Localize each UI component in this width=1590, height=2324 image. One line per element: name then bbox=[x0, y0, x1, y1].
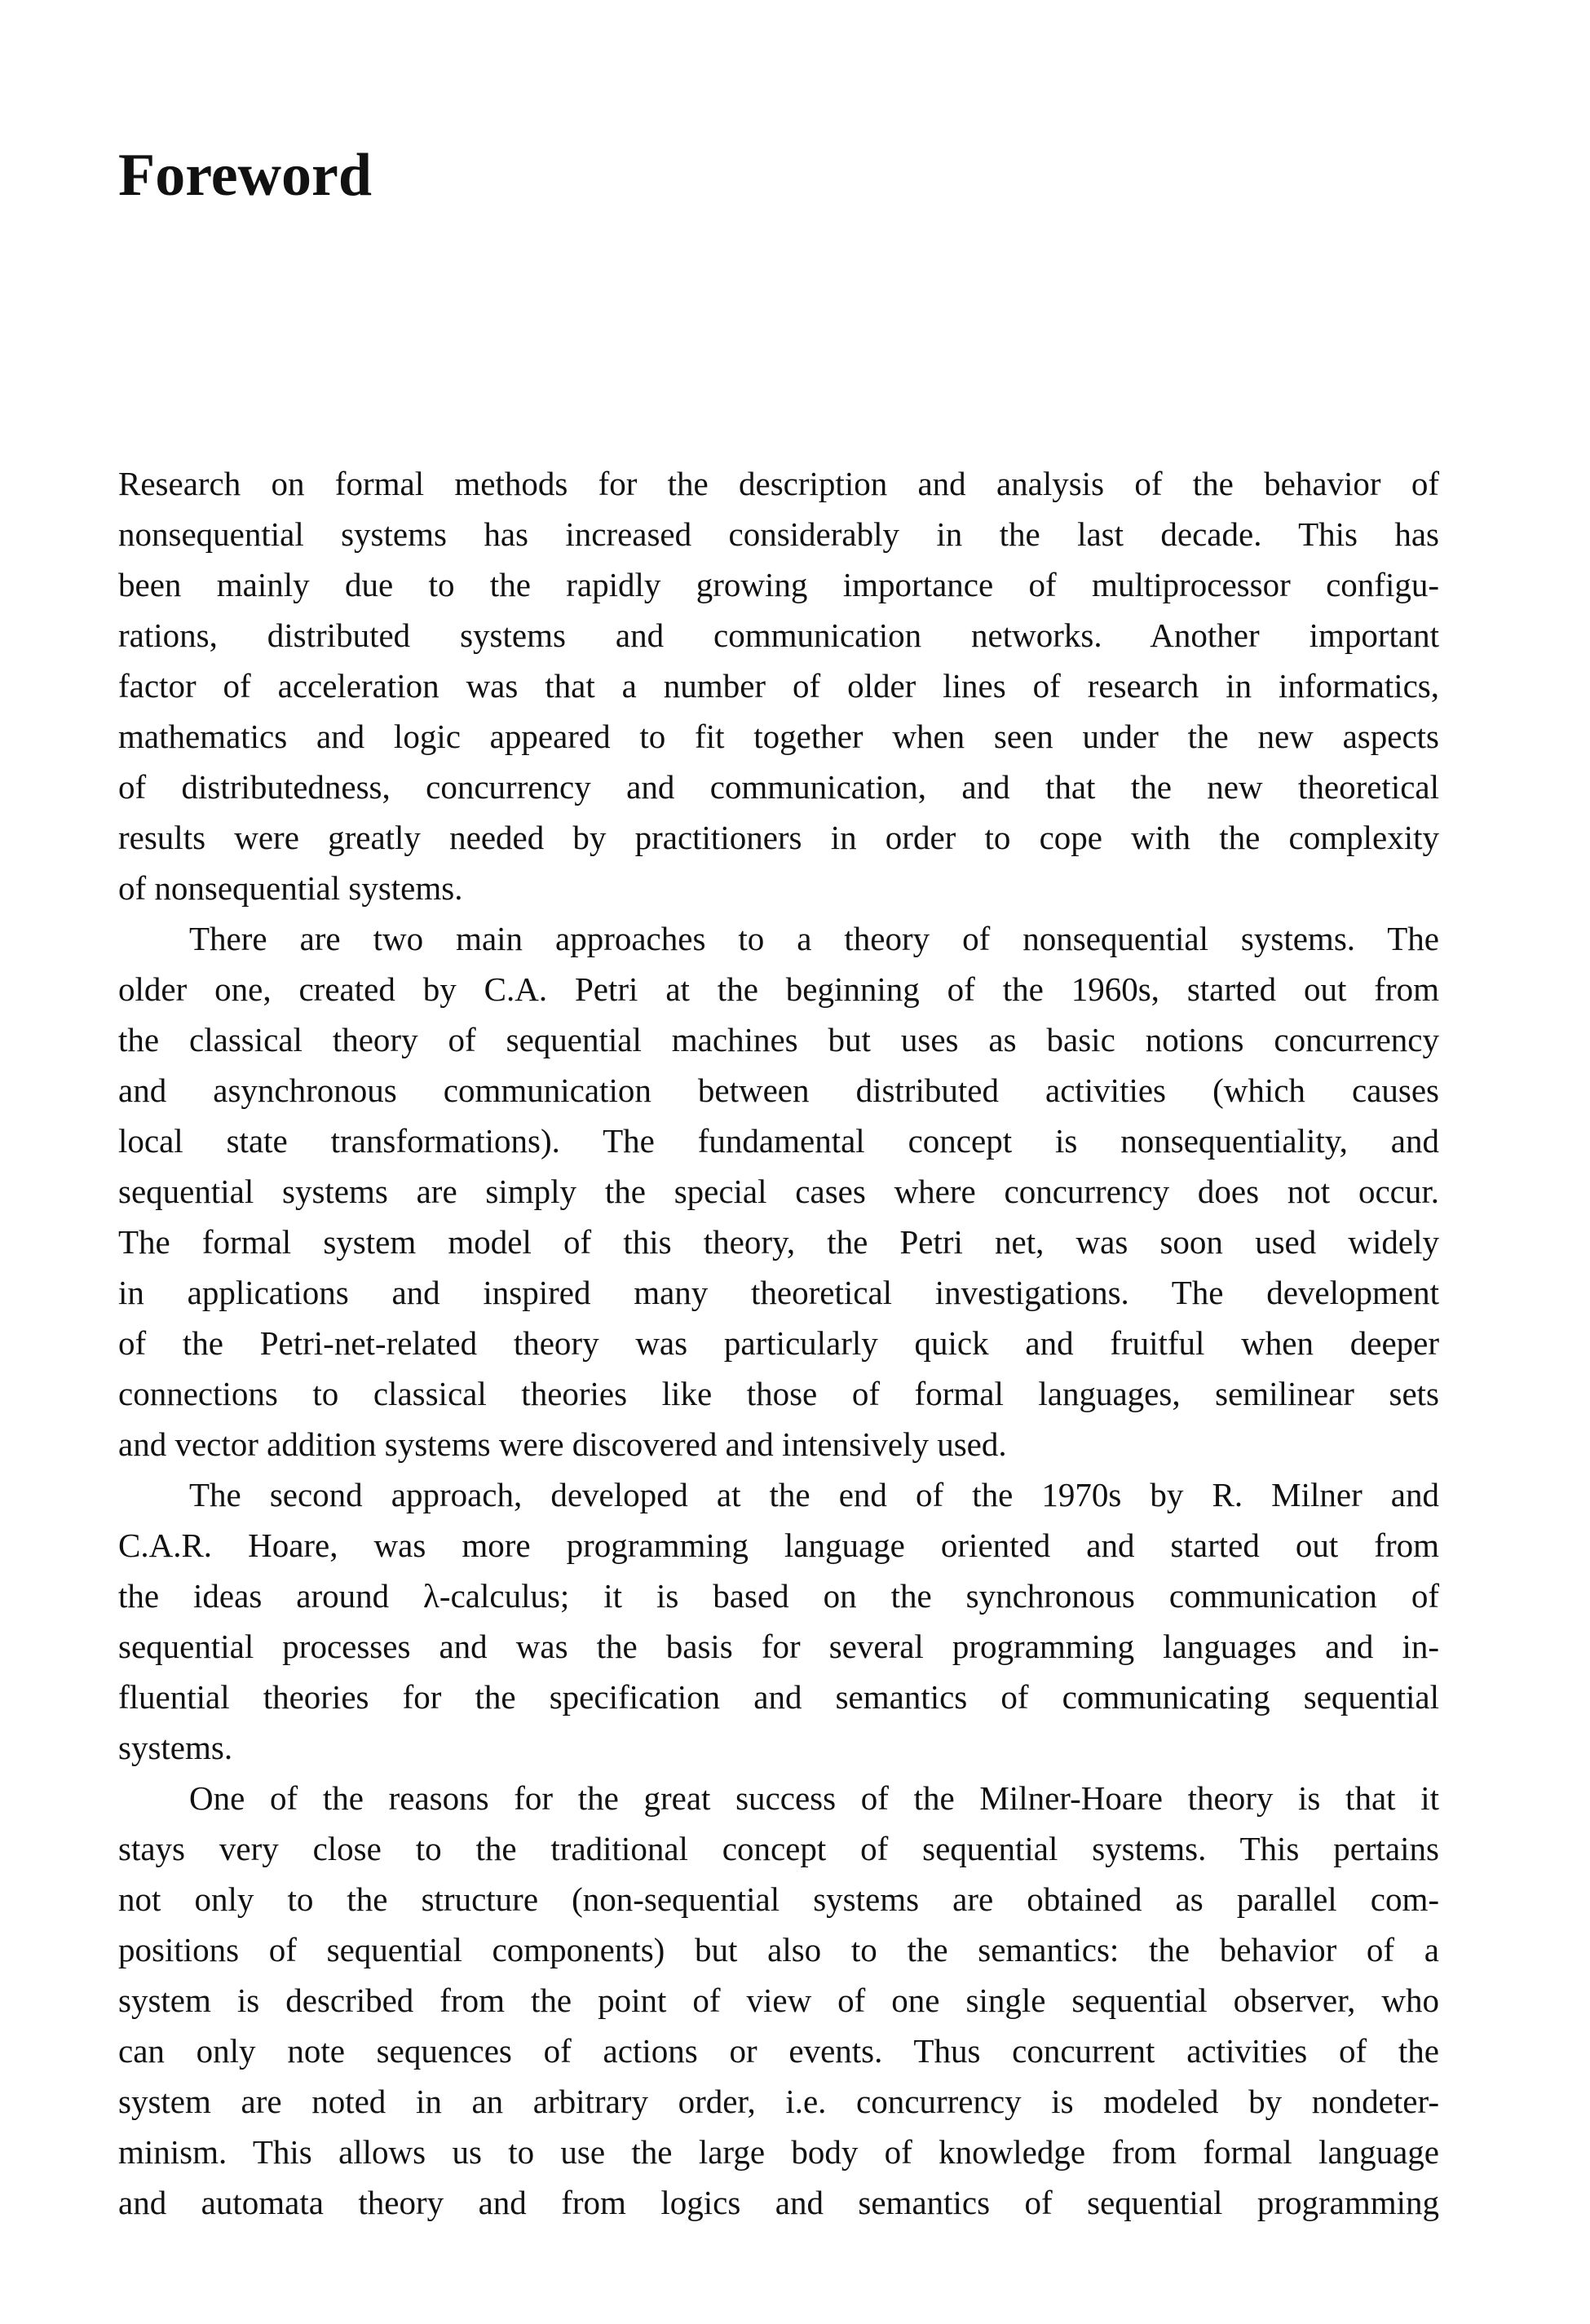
text-line: and automata theory and from logics and semantics of sequential programming bbox=[118, 2184, 1439, 2221]
text-line: the classical theory of sequential machines but uses as basic notions concurrency bbox=[118, 1021, 1439, 1058]
text-line: The second approach, developed at the end of the 1970s by R. Milner and bbox=[189, 1476, 1439, 1513]
text-line: older one, created by C.A. Petri at the beginning of the 1960s, started out from bbox=[118, 970, 1439, 1008]
page-title: Foreword bbox=[118, 142, 372, 209]
text-line: nonsequential systems has increased considerably in the last decade. This has bbox=[118, 515, 1439, 553]
paragraph bbox=[118, 1773, 1439, 2228]
paragraph bbox=[118, 458, 1439, 913]
text-line: There are two main approaches to a theory of nonsequential systems. The bbox=[189, 920, 1439, 957]
text-line: of nonsequential systems. bbox=[118, 869, 463, 907]
text-line: local state transformations). The fundamental concept is nonsequentiality, and bbox=[118, 1122, 1439, 1160]
text-line: The formal system model of this theory, the Petri net, was soon used widely bbox=[118, 1223, 1439, 1261]
text-line: minism. This allows us to use the large body of knowledge from formal language bbox=[118, 2133, 1439, 2171]
text-line: rations, distributed systems and communication networks. Another important bbox=[118, 616, 1439, 654]
text-line: system is described from the point of view of one single sequential observer, who bbox=[118, 1982, 1439, 2019]
text-line: connections to classical theories like those of formal languages, semilinear sets bbox=[118, 1375, 1439, 1412]
text-line: of distributedness, concurrency and communication, and that the new theoretical bbox=[118, 768, 1439, 806]
text-line: and vector addition systems were discovered and intensively used. bbox=[118, 1425, 1007, 1463]
text-line: in applications and inspired many theoretical investigations. The development bbox=[118, 1274, 1439, 1311]
text-line: and asynchronous communication between distributed activities (which causes bbox=[118, 1071, 1439, 1109]
foreword-body bbox=[118, 458, 1439, 2228]
text-line: sequential processes and was the basis for several programming languages and in- bbox=[118, 1628, 1439, 1665]
text-line: results were greatly needed by practitioners in order to cope with the complexity bbox=[118, 819, 1439, 856]
text-line: can only note sequences of actions or events. Thus concurrent activities of the bbox=[118, 2032, 1439, 2070]
text-line: mathematics and logic appeared to fit together when seen under the new aspects bbox=[118, 718, 1439, 755]
text-line: system are noted in an arbitrary order, i.e. concurrency is modeled by nondeter- bbox=[118, 2083, 1439, 2120]
text-line: One of the reasons for the great success of the Milner-Hoare theory is that it bbox=[189, 1779, 1439, 1817]
text-line: positions of sequential components) but also to the semantics: the behavior of a bbox=[118, 1931, 1439, 1968]
paragraph bbox=[118, 913, 1439, 1469]
text-line: stays very close to the traditional concept of sequential systems. This pertains bbox=[118, 1830, 1439, 1867]
text-line: Research on formal methods for the description and analysis of the behavior of bbox=[118, 465, 1439, 502]
text-line: fluential theories for the specification and semantics of communicating sequential bbox=[118, 1678, 1439, 1716]
paragraph bbox=[118, 1469, 1439, 1773]
text-line: of the Petri-net-related theory was particularly quick and fruitful when deeper bbox=[118, 1324, 1439, 1362]
text-line: C.A.R. Hoare, was more programming language oriented and started out from bbox=[118, 1527, 1439, 1564]
text-line: been mainly due to the rapidly growing importance of multiprocessor configu- bbox=[118, 566, 1439, 603]
text-line: not only to the structure (non-sequential systems are obtained as parallel com- bbox=[118, 1880, 1439, 1918]
text-line: factor of acceleration was that a number of older lines of research in informatics, bbox=[118, 667, 1439, 705]
text-line: systems. bbox=[118, 1729, 233, 1766]
text-line: the ideas around λ-calculus; it is based on the synchronous communication of bbox=[118, 1577, 1439, 1615]
text-line: sequential systems are simply the special cases where concurrency does not occur. bbox=[118, 1173, 1439, 1210]
